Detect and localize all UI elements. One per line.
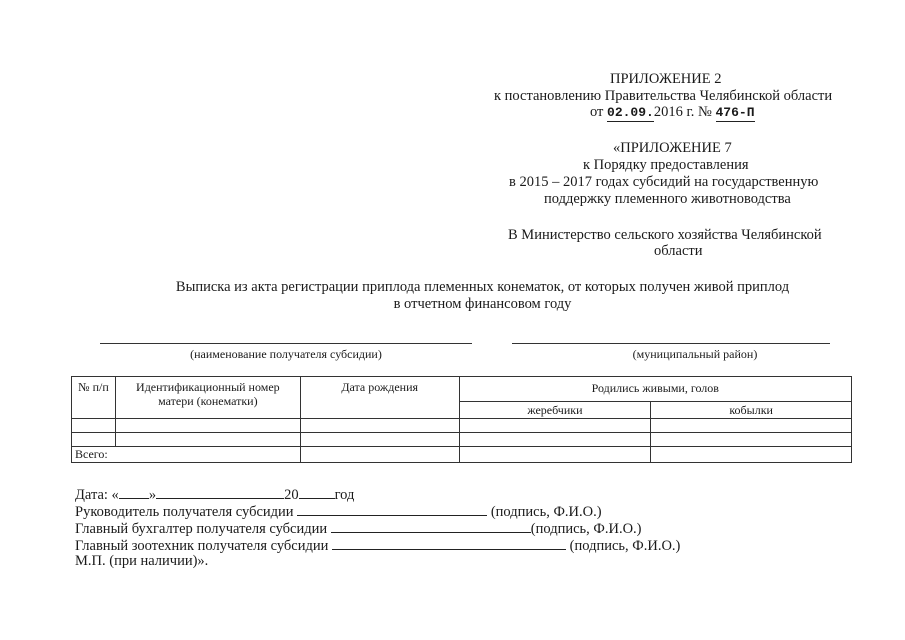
table-cell <box>459 419 651 433</box>
recipient-name-line <box>100 343 472 344</box>
date-year-suffix: год <box>334 487 355 503</box>
date-month-blank <box>156 485 284 499</box>
recipient-caption: (наименование получателя субсидии) <box>190 347 382 361</box>
header-col-born-alive: Родились живыми, голов <box>459 377 851 402</box>
header-col-mother-id: Идентификационный номер матери (конематки) <box>115 377 300 419</box>
table-row <box>72 433 852 447</box>
table-cell <box>651 419 852 433</box>
date-suffix: 2016 г. № <box>653 104 712 120</box>
date-day-blank <box>119 485 149 499</box>
resolution-date-line <box>590 104 755 122</box>
table-cell <box>300 447 459 463</box>
table-cell <box>300 419 459 433</box>
date-year-prefix: 20 <box>284 487 299 503</box>
table-cell <box>115 433 300 447</box>
accountant-label: Главный бухгалтер получателя субсидии <box>75 521 328 537</box>
accountant-signature-blank <box>331 519 531 533</box>
resolution-number: 476-П <box>715 105 755 120</box>
appendix-7-line-1: к Порядку предоставления <box>583 157 749 173</box>
header-col-colts: жеребчики <box>459 402 651 419</box>
table-cell <box>300 433 459 447</box>
table-row <box>72 419 852 433</box>
head-signature-blank <box>297 502 487 516</box>
document-title-line-1: Выписка из акта регистрации приплода племенных конематок, от которых получен живой приплод <box>175 279 790 295</box>
head-label: Руководитель получателя субсидии <box>75 504 294 520</box>
date-label: Дата: « <box>75 487 119 503</box>
zootechnician-note: (подпись, Ф.И.О.) <box>569 538 681 554</box>
seal-label: М.П. (при наличии)». <box>75 553 209 569</box>
table-cell <box>72 419 116 433</box>
district-line <box>512 343 830 344</box>
addressee-line-2: области <box>654 243 703 259</box>
appendix-7-title: «ПРИЛОЖЕНИЕ 7 <box>613 140 732 156</box>
resolution-date: 02.09. <box>607 105 654 120</box>
table-cell <box>651 447 852 463</box>
offspring-table <box>71 376 852 463</box>
date-year-blank <box>299 485 335 499</box>
appendix-7-line-2: в 2015 – 2017 годах субсидий на государственную <box>509 174 819 190</box>
accountant-note: (подпись, Ф.И.О.) <box>530 521 642 537</box>
appendix-7-line-3: поддержку племенного животноводства <box>544 191 791 207</box>
table-cell <box>651 433 852 447</box>
resolution-reference: к постановлению Правительства Челябинской области <box>494 88 833 104</box>
table-cell <box>115 419 300 433</box>
zootechnician-signature-blank <box>332 536 566 550</box>
total-row <box>72 447 852 463</box>
date-close-quote: » <box>148 487 157 503</box>
zootechnician-label: Главный зоотехник получателя субсидии <box>75 538 329 554</box>
total-label: Всего: <box>72 447 301 463</box>
table-cell <box>72 433 116 447</box>
header-col-number: № п/п <box>72 377 116 419</box>
appendix-2-title: ПРИЛОЖЕНИЕ 2 <box>610 71 722 87</box>
addressee-line-1: В Министерство сельского хозяйства Челябинской <box>508 227 822 243</box>
document-title-line-2: в отчетном финансовом году <box>393 296 572 312</box>
date-prefix: от <box>590 104 604 120</box>
header-col-birth-date: Дата рождения <box>300 377 459 419</box>
header-col-fillies: кобылки <box>651 402 852 419</box>
table-cell <box>459 447 651 463</box>
table-cell <box>459 433 651 447</box>
head-note: (подпись, Ф.И.О.) <box>490 504 602 520</box>
district-caption: (муниципальный район) <box>632 347 758 361</box>
